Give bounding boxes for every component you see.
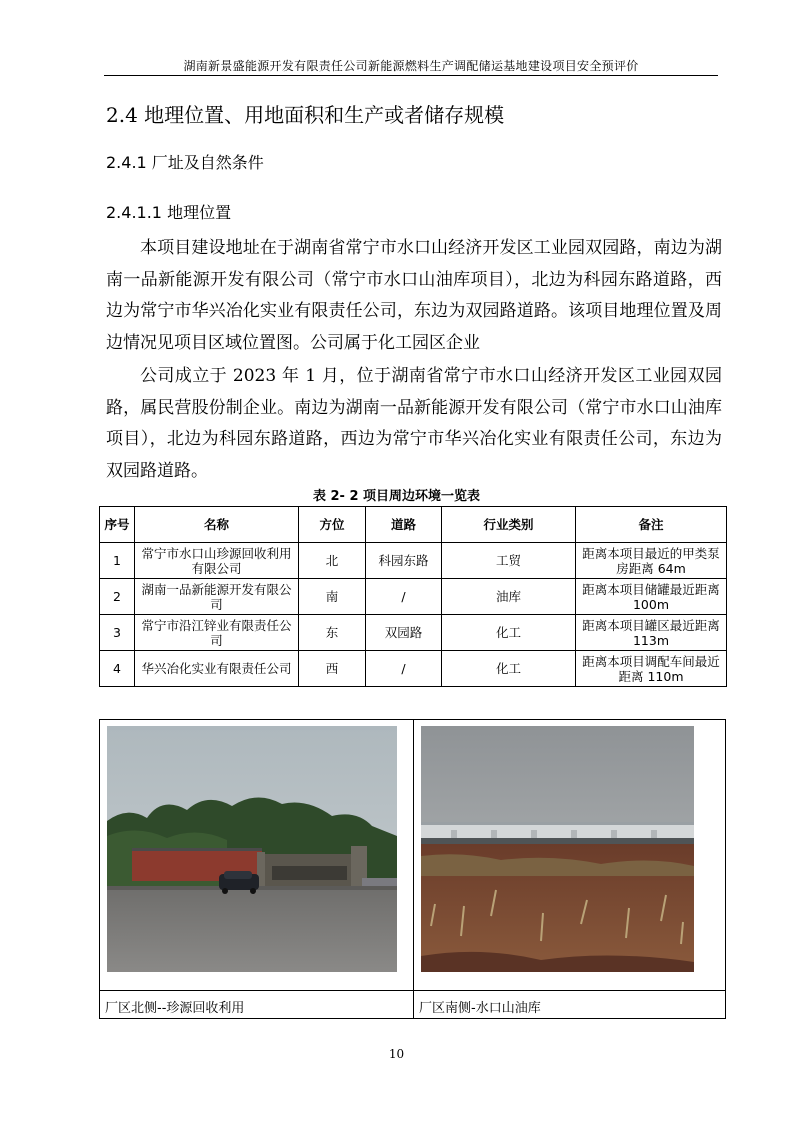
header-direction: 方位 xyxy=(299,507,366,543)
cell-direction: 南 xyxy=(299,579,366,615)
page-header: 湖南新景盛能源开发有限责任公司新能源燃料生产调配储运基地建设项目安全预评价 xyxy=(183,59,639,73)
site-photo-grid xyxy=(99,719,726,1019)
cell-remarks: 距离本项目调配车间最近距离 110m xyxy=(576,651,727,687)
cell-remarks: 距离本项目最近的甲类泵房距离 64m xyxy=(576,543,727,579)
cell-direction: 北 xyxy=(299,543,366,579)
header-index: 序号 xyxy=(100,507,135,543)
table-caption: 表 2- 2 项目周边环境一览表 xyxy=(312,489,481,504)
cell-index: 3 xyxy=(100,615,135,651)
cell-industry: 化工 xyxy=(442,615,576,651)
north-side-photo xyxy=(107,726,397,972)
cell-index: 1 xyxy=(100,543,135,579)
cell-name: 华兴冶化实业有限责任公司 xyxy=(135,651,299,687)
cell-industry: 化工 xyxy=(442,651,576,687)
photo-grid-divider xyxy=(100,990,725,991)
section-heading-2-4-1-1: 2.4.1.1 地理位置 xyxy=(106,203,232,222)
header-rule xyxy=(104,75,718,76)
cell-index: 4 xyxy=(100,651,135,687)
cell-road: 双园路 xyxy=(366,615,442,651)
cell-direction: 东 xyxy=(299,615,366,651)
paragraph-company: 公司成立于 2023 年 1 月，位于湖南省常宁市水口山经济开发区工业园双园路，属民营股份制企业。南边为湖南一品新能源开发有限公司（常宁市水口山油库项目），北边为科园东路道路，西边为常宁市华兴冶化实业有限责任公司，东边为双园路道路。 xyxy=(106,366,722,481)
header-remarks: 备注 xyxy=(576,507,727,543)
header-road: 道路 xyxy=(366,507,442,543)
cell-road: / xyxy=(366,579,442,615)
cell-remarks: 距离本项目罐区最近距离 113m xyxy=(576,615,727,651)
cell-remarks: 距离本项目储罐最近距离 100m xyxy=(576,579,727,615)
cell-industry: 油库 xyxy=(442,579,576,615)
photo-grid-divider xyxy=(413,720,414,1018)
section-heading-2-4-1: 2.4.1 厂址及自然条件 xyxy=(106,153,264,172)
cell-road: 科园东路 xyxy=(366,543,442,579)
table-row xyxy=(100,651,727,687)
header-name: 名称 xyxy=(135,507,299,543)
south-photo-caption: 厂区南侧-水口山油库 xyxy=(419,1001,541,1016)
paragraph-location: 本项目建设地址在于湖南省常宁市水口山经济开发区工业园双园路，南边为湖南一品新能源开发有限公司（常宁市水口山油库项目），北边为科园东路道路，西边为常宁市华兴冶化实业有限责任公司，东边为双园路道路。该项目地理位置及周边情况见项目区域位置图。公司属于化工园区企业 xyxy=(106,238,722,353)
north-photo-caption: 厂区北侧--珍源回收利用 xyxy=(105,1001,245,1016)
cell-name: 湖南一品新能源开发有限公司 xyxy=(135,579,299,615)
cell-name: 常宁市水口山珍源回收利用有限公司 xyxy=(135,543,299,579)
table-row xyxy=(100,543,727,579)
page-number: 10 xyxy=(388,1047,405,1061)
cell-direction: 西 xyxy=(299,651,366,687)
cell-road: / xyxy=(366,651,442,687)
table-row xyxy=(100,615,727,651)
surrounding-environment-table xyxy=(99,506,727,687)
header-industry: 行业类别 xyxy=(442,507,576,543)
cell-industry: 工贸 xyxy=(442,543,576,579)
section-heading-2-4: 2.4 地理位置、用地面积和生产或者储存规模 xyxy=(106,103,505,127)
table-header-row xyxy=(100,507,727,543)
south-side-photo xyxy=(421,726,694,972)
cell-index: 2 xyxy=(100,579,135,615)
table-row xyxy=(100,579,727,615)
cell-name: 常宁市沿江锌业有限责任公司 xyxy=(135,615,299,651)
